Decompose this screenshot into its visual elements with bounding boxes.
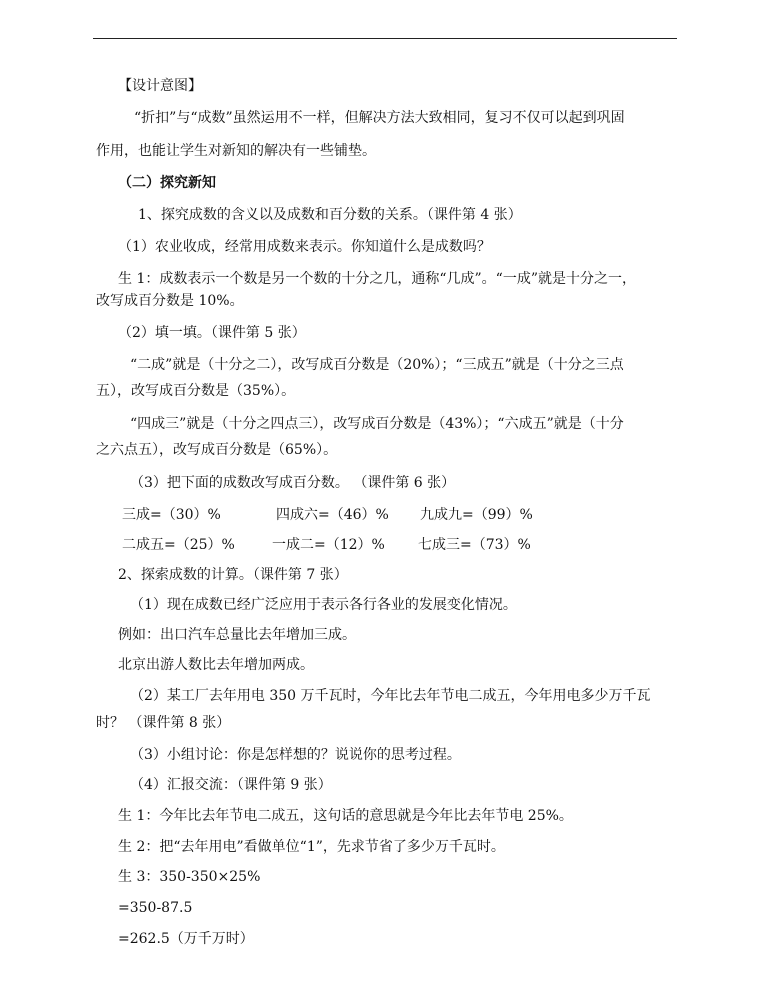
exercise-cell: 七成三=（73）%: [418, 537, 531, 553]
exercise-cell: 四成六=（46）%: [276, 507, 389, 523]
paragraph-line: （2）某工厂去年用电 350 万千瓦时，今年比去年节电二成五，今年用电多少万千瓦: [130, 688, 651, 704]
exercise-cell: 二成五=（25）%: [122, 537, 235, 553]
exercise-cell: 九成九=（99）%: [420, 507, 533, 523]
paragraph-line: （3）把下面的成数改写成百分数。 （课件第 6 张）: [130, 475, 456, 491]
paragraph-line: “四成三”就是（十分之四点三），改写成百分数是（43%）；“六成五”就是（十分: [130, 416, 624, 432]
paragraph-line: （1）现在成数已经广泛应用于表示各行各业的发展变化情况。: [130, 597, 517, 613]
paragraph-line: 之六点五），改写成百分数是（65%）。: [96, 442, 338, 458]
paragraph-line: 作用，也能让学生对新知的解决有一些铺垫。: [96, 143, 376, 159]
paragraph-line: 改写成百分数是 10%。: [96, 293, 244, 309]
paragraph-line: 时？ （课件第 8 张）: [96, 715, 231, 731]
paragraph-line: 五），改写成百分数是（35%）。: [96, 383, 296, 399]
header-rule: [93, 38, 677, 39]
exercise-cell: 一成二=（12）%: [272, 537, 385, 553]
paragraph-line: 2、探索成数的计算。（课件第 7 张）: [118, 567, 348, 583]
calculation-line: =350-87.5: [118, 900, 193, 916]
paragraph-line: 例如：出口汽车总量比去年增加三成。: [118, 627, 356, 643]
section-heading-explore: （二）探究新知: [118, 175, 216, 191]
paragraph-line: （1）农业收成，经常用成数来表示。你知道什么是成数吗？: [118, 239, 491, 255]
paragraph-line: （4）汇报交流：（课件第 9 张）: [130, 777, 332, 793]
paragraph-line: （3）小组讨论：你是怎样想的？说说你的思考过程。: [130, 747, 461, 763]
exercise-cell: 三成=（30）%: [122, 507, 221, 523]
paragraph-line: 1、探究成数的含义以及成数和百分数的关系。（课件第 4 张）: [138, 207, 522, 223]
calculation-line: 生 3：350-350×25%: [118, 869, 261, 885]
calculation-line: =262.5（万千万时）: [118, 931, 254, 947]
paragraph-line: “二成”就是（十分之二），改写成百分数是（20%）；“三成五”就是（十分之三点: [130, 357, 624, 373]
paragraph-line: 生 2：把“去年用电”看做单位“1”，先求节省了多少万千瓦时。: [118, 839, 505, 855]
paragraph-line: 北京出游人数比去年增加两成。: [118, 657, 314, 673]
paragraph-line: 生 1：成数表示一个数是另一个数的十分之几，通称“几成”。“一成”就是十分之一，: [118, 271, 636, 287]
paragraph-line: （2）填一填。（课件第 5 张）: [118, 325, 306, 341]
paragraph-line: 生 1：今年比去年节电二成五，这句话的意思就是今年比去年节电 25%。: [118, 808, 573, 824]
section-heading-design-intent: 【设计意图】: [118, 78, 202, 94]
paragraph-line: “折扣”与“成数”虽然运用不一样，但解决方法大致相同，复习不仅可以起到巩固: [134, 110, 625, 126]
